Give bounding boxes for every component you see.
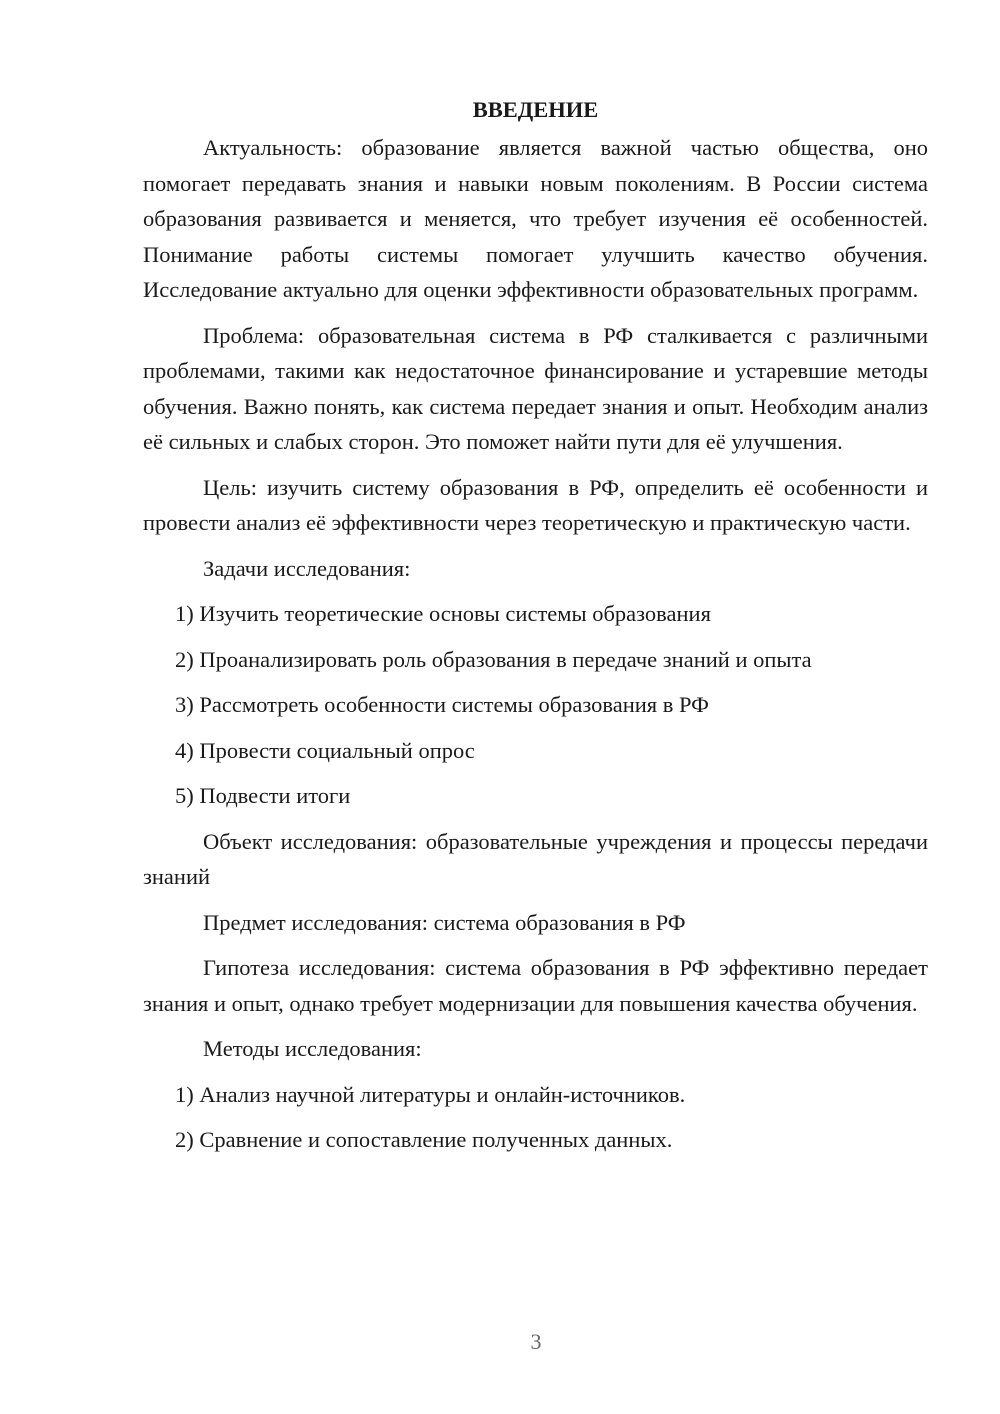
subject-paragraph: Предмет исследования: система образования в РФ	[203, 909, 686, 935]
list-item: 2) Проанализировать роль образования в передаче знаний и опыта	[175, 646, 812, 672]
page-title: ВВЕДЕНИЕ	[472, 97, 599, 122]
list-item: 3) Рассмотреть особенности системы образования в РФ	[175, 692, 709, 717]
hypothesis-paragraph: Гипотеза исследования: система образования в РФ эффективно передает знания и опыт, однако требует модернизации для повышения качества обучения.	[143, 955, 928, 1016]
tasks-list	[143, 596, 928, 814]
page-content	[143, 92, 928, 1168]
list-item: 2) Сравнение и сопоставление полученных данных.	[175, 1127, 673, 1152]
goal-paragraph: Цель: изучить систему образования в РФ, определить её особенности и провести анализ её эффективности через теоретическую и практическую части.	[143, 474, 928, 535]
list-item: 1) Анализ научной литературы и онлайн-источников.	[175, 1081, 686, 1107]
page-number: 3	[530, 1329, 542, 1354]
object-paragraph: Объект исследования: образовательные учреждения и процессы передачи знаний	[143, 828, 928, 889]
relevance-paragraph: Актуальность: образование является важной частью общества, оно помогает передавать знания и навыки новым поколениям. В России система образования развивается и меняется, что требует изучения её особенностей. Понимание работы системы помогает улучшить качество обучения. Исследование актуально для оценки эффективности образовательных программ.	[143, 135, 928, 302]
list-item: 4) Провести социальный опрос	[175, 737, 475, 763]
methods-list	[143, 1077, 928, 1158]
list-item: 1) Изучить теоретические основы системы образования	[175, 601, 711, 626]
list-item: 5) Подвести итоги	[175, 783, 351, 808]
problem-paragraph: Проблема: образовательная система в РФ сталкивается с различными проблемами, такими как недостаточное финансирование и устаревшие методы обучения. Важно понять, как система передает знания и опыт. Необходим анализ её сильных и слабых сторон. Это поможет найти пути для её улучшения.	[143, 322, 928, 454]
methods-heading: Методы исследования:	[203, 1036, 422, 1061]
tasks-heading: Задачи исследования:	[203, 555, 411, 581]
